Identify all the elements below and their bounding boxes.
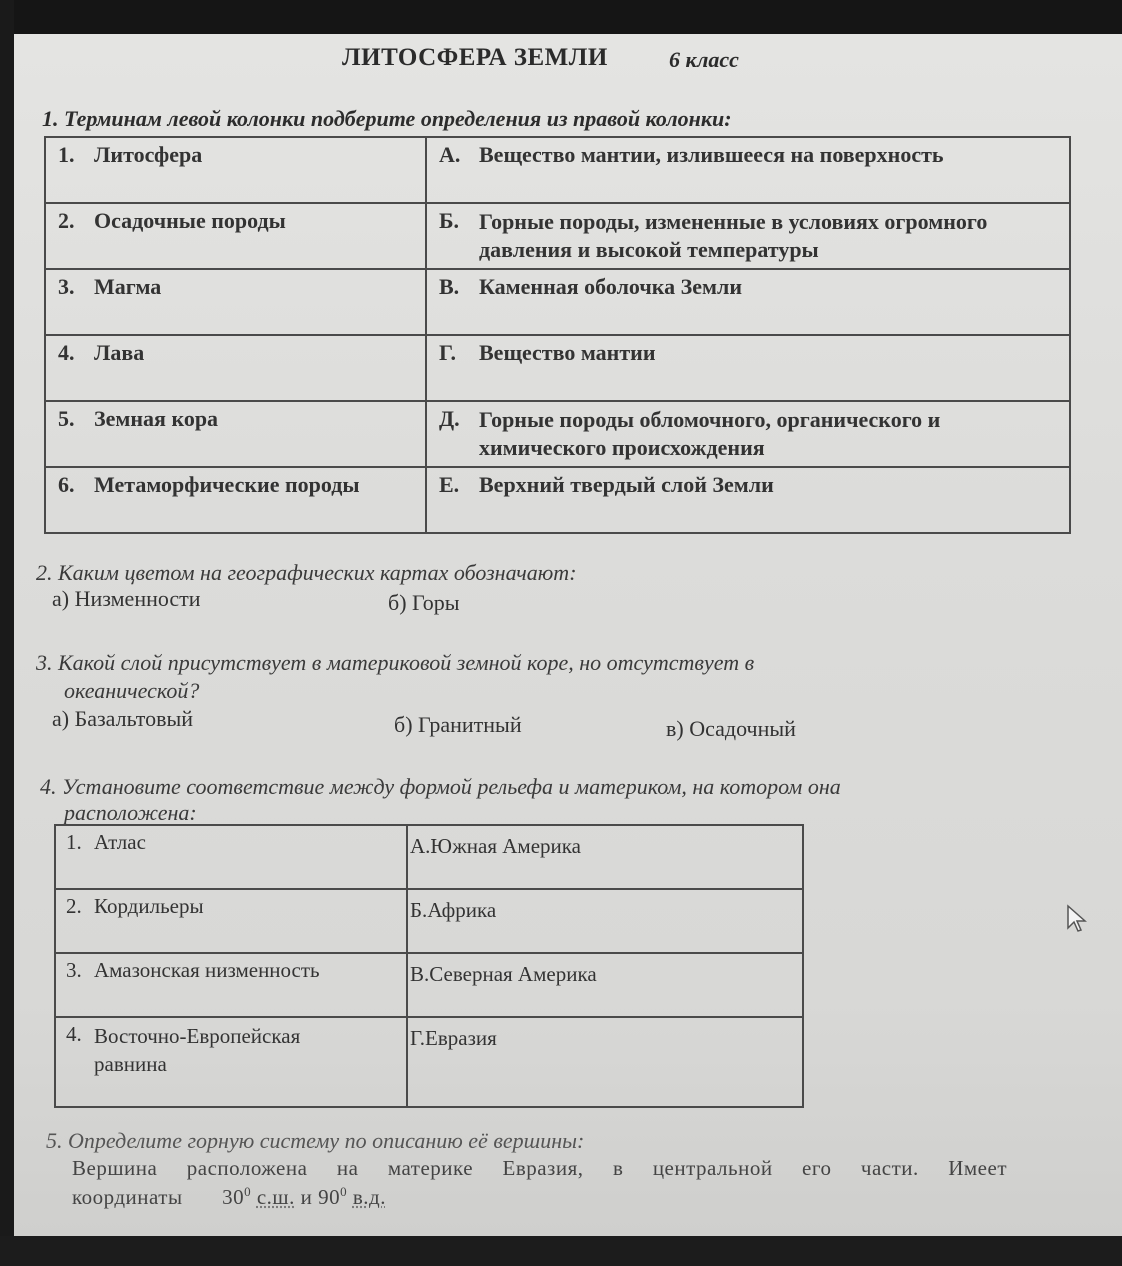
row-number: 6. [58,472,75,497]
row-number: 1. [66,830,82,854]
row-number: 2. [66,894,82,918]
longitude-degree: 0 [340,1184,348,1199]
term-text: Осадочные породы [94,208,286,233]
q5-description-line2 [72,1184,386,1210]
q4-relief-cell [55,825,407,889]
q1-def-cell [426,401,1070,467]
q1-term-cell [45,137,426,203]
table-row [45,137,1070,203]
q2-prompt: 2. Каким цветом на географических картах обозначают: [36,560,577,585]
table-row [45,335,1070,401]
term-text: Магма [94,274,162,299]
q4-table [54,824,804,1108]
continent-text: Северная Америка [429,962,597,986]
def-letter: Г. [439,340,457,365]
relief-text: Амазонская низменность [94,958,320,982]
q3-option-c: в) Осадочный [666,716,796,741]
def-text: Вещество мантии [479,340,656,365]
q4-relief-cell [55,889,407,953]
term-text: Земная кора [94,406,219,431]
q5-prompt: 5. Определите горную систему по описанию её вершины: [46,1128,585,1153]
q1-term-cell [45,269,426,335]
longitude-unit: в.д. [352,1185,386,1209]
q3-option-a: а) Базальтовый [52,706,194,731]
def-letter: Д. [439,406,460,431]
table-row [55,825,803,889]
term-text: Лава [94,340,145,365]
coordinates-word: координаты [72,1185,183,1209]
q5-description-line1: Вершина расположена на материке Евразия, в центральной его части. Имеет [72,1156,1007,1180]
continent-letter: Г. [410,1026,426,1050]
latitude-value: 30 [222,1185,245,1209]
q1-term-cell [45,401,426,467]
q1-term-cell [45,203,426,269]
table-row [55,889,803,953]
table-row [45,203,1070,269]
latitude-unit: с.ш. [256,1185,295,1209]
row-number: 3. [58,274,75,299]
monitor-left-bezel [0,0,14,1266]
q4-continent-cell [407,1017,803,1107]
grade-label: 6 класс [669,47,739,72]
def-text: Каменная оболочка Земли [479,274,742,299]
continent-letter: Б. [410,898,428,922]
table-row [45,467,1070,533]
table-row [55,953,803,1017]
relief-text: Атлас [94,830,146,854]
def-letter: Б. [439,208,460,233]
term-text: Литосфера [94,142,203,167]
continent-letter: В. [410,962,430,986]
q4-continent-cell [407,825,803,889]
monitor-bottom-bezel [0,1236,1122,1266]
q2-option-b: б) Горы [388,590,460,615]
row-number: 5. [58,406,75,431]
q1-def-cell [426,203,1070,269]
def-letter: Е. [439,472,460,497]
mouse-pointer-icon [1066,904,1088,934]
def-letter: А. [439,142,461,167]
q1-prompt: 1. Терминам левой колонки подберите определения из правой колонки: [42,106,732,131]
term-text: Метаморфические породы [94,472,360,497]
table-row [55,1017,803,1107]
q4-prompt-line2: расположена: [64,800,197,825]
worksheet-title: ЛИТОСФЕРА ЗЕМЛИ [342,44,608,71]
q2-option-a: а) Низменности [52,586,201,611]
row-number: 3. [66,958,82,982]
def-text: Вещество мантии, излившееся на поверхность [479,142,944,167]
q1-def-cell [426,269,1070,335]
q1-table [44,136,1071,534]
continent-letter: А. [410,834,431,858]
relief-text: Кордильеры [94,894,204,918]
q4-relief-cell [55,1017,407,1107]
latitude-degree: 0 [244,1184,252,1199]
def-text: Верхний твердый слой Земли [479,472,774,497]
worksheet-page [14,34,1122,1236]
table-row [45,269,1070,335]
q1-def-cell [426,335,1070,401]
q3-option-b: б) Гранитный [394,712,522,737]
q1-def-cell [426,137,1070,203]
q1-term-cell [45,335,426,401]
q3-prompt-line2: океанической? [64,678,200,703]
q4-prompt-line1: 4. Установите соответствие между формой рельефа и материком, на котором она [40,774,841,799]
q1-def-cell [426,467,1070,533]
monitor-top-bezel [0,0,1122,34]
continent-text: Южная Америка [430,834,581,858]
continent-text: Евразия [425,1026,497,1050]
row-number: 2. [58,208,75,233]
relief-text: Восточно-Европейская равнина [94,1024,301,1076]
table-row [45,401,1070,467]
q4-relief-cell [55,953,407,1017]
longitude-value: 90 [318,1185,341,1209]
def-letter: В. [439,274,460,299]
q3-prompt-line1: 3. Какой слой присутствует в материковой земной коре, но отсутствует в [36,650,755,675]
row-number: 4. [66,1022,82,1046]
def-text: Горные породы, измененные в условиях огромного давления и высокой температуры [479,209,988,262]
def-text: Горные породы обломочного, органического и химического происхождения [479,407,941,460]
q1-term-cell [45,467,426,533]
conjunction: и [300,1185,313,1209]
q4-continent-cell [407,889,803,953]
row-number: 4. [58,340,75,365]
q4-continent-cell [407,953,803,1017]
continent-text: Африка [427,898,497,922]
row-number: 1. [58,142,75,167]
